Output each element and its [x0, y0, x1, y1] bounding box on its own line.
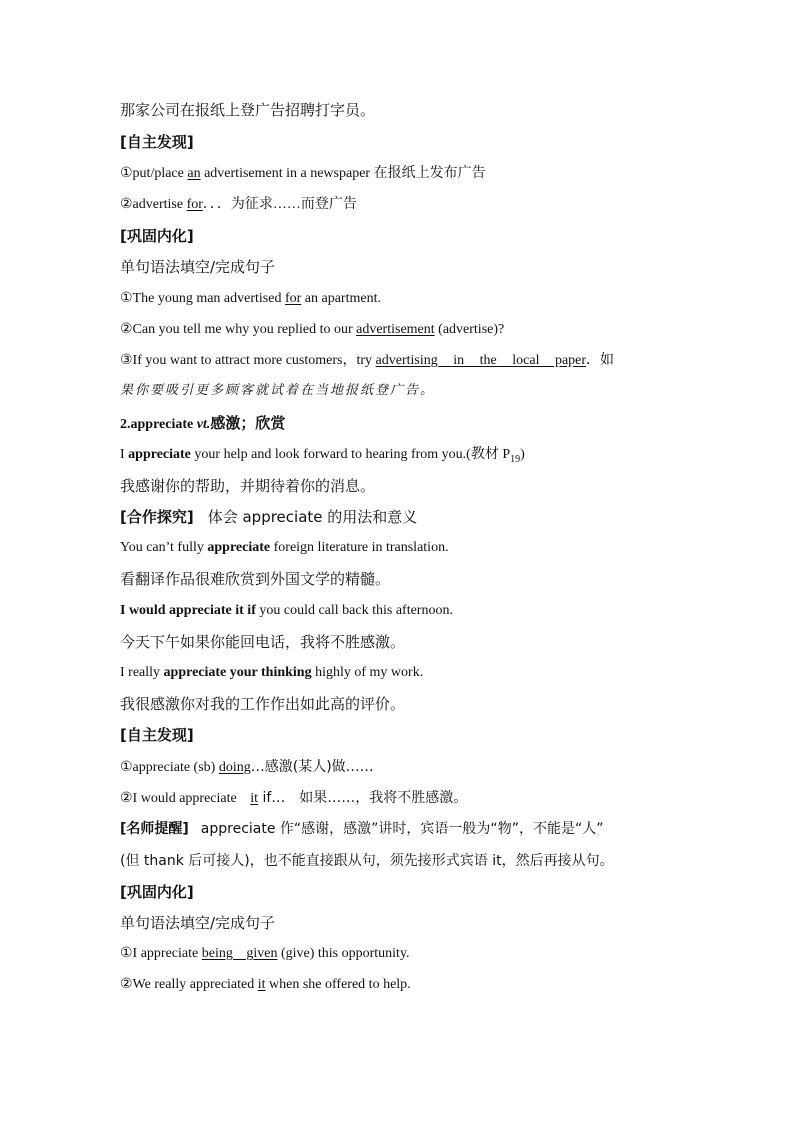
filled-blank: for: [186, 197, 203, 212]
section-tag: [合作探究]: [120, 508, 194, 526]
filled-blank: advertisement: [356, 322, 435, 337]
discover-item-2: [120, 788, 700, 809]
text: ②Can you tell me why you replied to our: [120, 322, 357, 337]
text: ②advertise: [120, 197, 187, 212]
filled-blank: an: [187, 166, 201, 181]
example-3-translation: 我很感激你对我的工作作出如此高的评价。: [120, 695, 406, 713]
text: …感激(某人)做……: [250, 759, 374, 775]
exercise-1: [120, 289, 700, 309]
text: ①put/place: [120, 166, 188, 181]
exercise-2: [120, 320, 700, 340]
section-text: 体会 appreciate 的用法和意义: [207, 508, 418, 526]
text: You can’t fully: [120, 540, 208, 555]
text: ③If you want to attract more customers，try: [120, 353, 376, 368]
discover-item-1: [120, 164, 700, 184]
text: if… 如果……，我将不胜感激。: [258, 790, 468, 806]
discover-item-1: [120, 757, 700, 778]
word-number: 2.: [120, 417, 131, 432]
text: ．如: [586, 353, 615, 368]
text: ①I appreciate: [120, 946, 202, 961]
text: ): [520, 447, 525, 462]
keyword: appreciate: [128, 447, 191, 462]
text: I: [120, 447, 129, 462]
section-tag: [名师提醒]: [120, 821, 189, 837]
filled-blank: advertising in the local paper: [375, 353, 587, 368]
section-heading-discover: [自主发现]: [120, 726, 194, 744]
teacher-tip-continued: (但 thank 后可接人)，也不能直接跟从句，须先接形式宾语 it，然后再接从句。: [120, 853, 614, 869]
part-of-speech: vt.: [196, 417, 211, 432]
filled-blank: doing: [218, 760, 251, 775]
example-1: [120, 538, 700, 558]
keyword: appreciate your thinking: [163, 665, 312, 680]
text: highly of my work.: [311, 665, 424, 680]
exercise-2: [120, 975, 700, 995]
tip-text: appreciate 作“感谢，感激”讲时，宾语一般为“物”，不能是“人”: [200, 821, 604, 837]
word-meaning: 感激；欣赏: [210, 414, 286, 432]
example-3: [120, 663, 700, 683]
example-1-translation: 看翻译作品很难欣赏到外国文学的精髓。: [120, 570, 391, 588]
text: when she offered to help.: [265, 977, 411, 992]
page-subscript: 19: [510, 453, 521, 465]
filled-blank: it: [250, 791, 259, 806]
section-heading-consolidate: [巩固内化]: [120, 883, 194, 901]
textbook-sentence: [120, 445, 700, 470]
filled-blank: it: [257, 977, 266, 992]
keyword: I would appreciate it if: [120, 603, 256, 618]
discover-item-2: [120, 195, 700, 215]
task-title: 单句语法填空/完成句子: [120, 914, 276, 932]
text: ②We really appreciated: [120, 977, 258, 992]
text: your help and look forward to hearing from you.(教材 P: [190, 447, 511, 462]
section-heading-discover: [自主发现]: [120, 133, 194, 151]
text: ②I would appreciate: [120, 791, 241, 806]
filled-blank: being given: [201, 946, 278, 961]
text: ①appreciate (sb): [120, 760, 219, 775]
filled-blank: for: [284, 291, 302, 306]
example-2-translation: 今天下午如果你能回电话，我将不胜感激。: [120, 633, 406, 651]
text: you could call back this afternoon.: [255, 603, 453, 618]
section-heading-consolidate: [巩固内化]: [120, 227, 194, 245]
text: ①The young man advertised: [120, 291, 285, 306]
text: an apartment.: [301, 291, 381, 306]
exercise-3-translation: 果你要吸引更多顾客就试着在当地报纸登广告。: [120, 383, 436, 398]
headword: appreciate: [130, 417, 194, 432]
text: (advertise)?: [434, 322, 505, 337]
sentence-translation: 那家公司在报纸上登广告招聘打字员。: [120, 101, 376, 119]
text: foreign literature in translation.: [270, 540, 449, 555]
textbook-sentence-translation: 我感谢你的帮助，并期待着你的消息。: [120, 477, 376, 495]
exercise-1: [120, 944, 700, 964]
section-heading-explore: [120, 507, 700, 527]
teacher-tip: [120, 819, 700, 839]
keyword: appreciate: [207, 540, 271, 555]
task-title: 单句语法填空/完成句子: [120, 258, 276, 276]
text: advertisement in a newspaper 在报纸上发布广告: [200, 166, 486, 181]
word-heading: [120, 413, 700, 435]
text: (give) this opportunity.: [277, 946, 410, 961]
example-2: [120, 601, 700, 621]
text: ．．．为征求……而登广告: [202, 197, 357, 212]
text: I really: [120, 665, 164, 680]
exercise-3: [120, 351, 700, 371]
